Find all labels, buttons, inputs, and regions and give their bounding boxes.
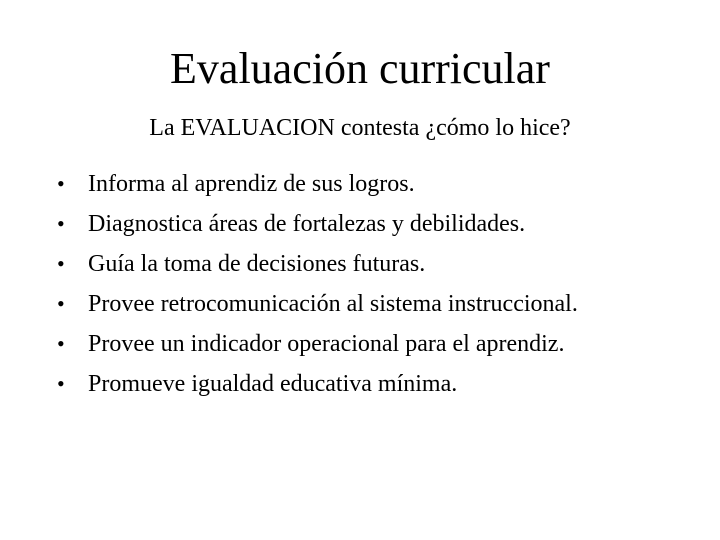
list-item-text: Guía la toma de decisiones futuras.: [88, 251, 426, 277]
bullet-icon: •: [57, 371, 65, 396]
slide-title: Evaluación curricular: [170, 44, 550, 93]
bullet-icon: •: [57, 251, 65, 276]
bullet-icon: •: [57, 211, 65, 236]
list-item-text: Informa al aprendiz de sus logros.: [88, 171, 415, 197]
list-item: [57, 324, 578, 364]
bullet-icon: •: [57, 291, 65, 316]
list-item: [57, 284, 578, 324]
bullet-list: [57, 164, 578, 404]
bullet-icon: •: [57, 331, 65, 356]
list-item: [57, 204, 578, 244]
list-item-text: Provee retrocomunicación al sistema instruccional.: [88, 291, 578, 317]
list-item-text: Diagnostica áreas de fortalezas y debilidades.: [88, 211, 526, 237]
bullet-icon: •: [57, 171, 65, 196]
slide-subtitle: La EVALUACION contesta ¿cómo lo hice?: [149, 115, 571, 141]
list-item-text: Provee un indicador operacional para el aprendiz.: [88, 331, 565, 357]
list-item: [57, 364, 578, 404]
list-item: [57, 164, 578, 204]
list-item-text: Promueve igualdad educativa mínima.: [88, 371, 458, 397]
list-item: [57, 244, 578, 284]
